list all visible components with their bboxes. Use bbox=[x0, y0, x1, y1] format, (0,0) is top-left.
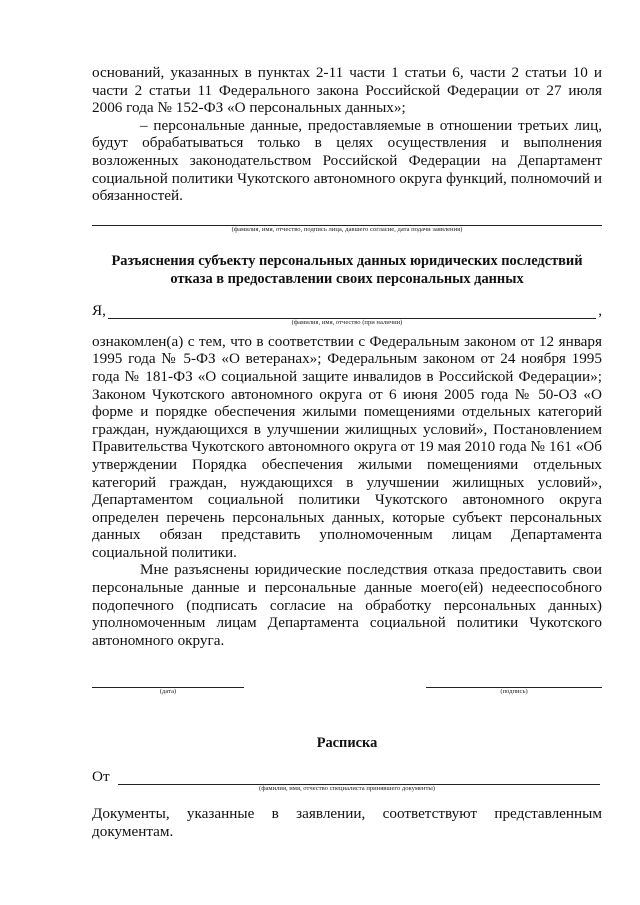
applicant-prefix: Я, bbox=[92, 301, 106, 319]
applicant-suffix: , bbox=[598, 301, 602, 319]
applicant-name-row bbox=[92, 302, 602, 319]
receipt-title: Расписка bbox=[316, 735, 378, 752]
applicant-name-field[interactable] bbox=[108, 303, 596, 319]
consent-signature-line[interactable] bbox=[92, 209, 602, 226]
paragraph-legal-basis: оснований, указанных в пунктах 2-11 части 1 статьи 6, части 2 статьи 10 и части 2 статьи 11 Федерального закона Российской Федерации от 27 июля 2006 года № 152-ФЗ «О персональных данных»; bbox=[92, 64, 602, 117]
receipt-from-field[interactable] bbox=[118, 769, 600, 785]
sign-caption: (подпись) bbox=[500, 688, 528, 696]
receipt-from-caption: (фамилия, имя, отчество специалиста принявшего документы) bbox=[259, 785, 435, 793]
date-field[interactable] bbox=[92, 671, 244, 688]
document-page bbox=[92, 64, 602, 841]
receipt-from-row bbox=[92, 768, 602, 785]
sign-block bbox=[426, 671, 602, 696]
sign-field[interactable] bbox=[426, 671, 602, 688]
receipt-text: Документы, указанные в заявлении, соответствуют представленным документам. bbox=[92, 805, 602, 841]
paragraph-consequences: Мне разъяснены юридические последствия отказа предоставить свои персональные данные и персональные данные моего(ей) недееспособного подопечного (подписать согласие на обработку персональных данных) уполномоченным лицам Департамента социальной политики Чукотского автономного округа. bbox=[92, 561, 602, 649]
consent-signature-caption: (фамилия, имя, отчество, подпись лица, давшего согласие, дата подачи заявления) bbox=[231, 225, 463, 233]
paragraph-third-parties: – персональные данные, предоставляемые в отношении третьих лиц, будут обрабатываться только в целях осуществления и выполнения возложенных законодательством Российской Федерации на Департамент социальной политики Чукотского автономного округа функций, полномочий и обязанностей. bbox=[92, 116, 602, 205]
applicant-name-caption: (фамилия, имя, отчество (при наличии) bbox=[291, 318, 403, 326]
date-block bbox=[92, 671, 244, 696]
paragraph-informed: ознакомлен(а) с тем, что в соответствии с Федеральным законом от 12 января 1995 года № 5-ФЗ «О ветеранах»; Федеральным законом от 24 ноября 1995 года № 181-ФЗ «О социальной защите инвалидов в Российской Федерации»; Законом Чукотского автономного округа от 6 июня 2005 года № 50-ОЗ «О форме и порядке обеспечения жилыми помещениями отдельных категорий граждан, нуждающихся в улучшении жилищных условий», Постановлением Правительства Чукотского автономного округа от 19 мая 2010 года № 161 «Об утверждении Порядка обеспечения жилыми помещениями отдельных категорий граждан, нуждающихся в улучшении жилищных условий», Департаментом социальной политики Чукотского автономного округа определен перечень персональных данных, которые субъект персональных данных обязан представить уполномоченным лицам Департамента социальной политики. bbox=[92, 332, 602, 561]
receipt-from-label: От bbox=[92, 768, 110, 786]
signature-block bbox=[92, 671, 602, 696]
date-caption: (дата) bbox=[159, 688, 177, 696]
section-title: Разъяснения субъекту персональных данных юридических последствий отказа в предоставлении своих персональных данных bbox=[111, 252, 583, 287]
